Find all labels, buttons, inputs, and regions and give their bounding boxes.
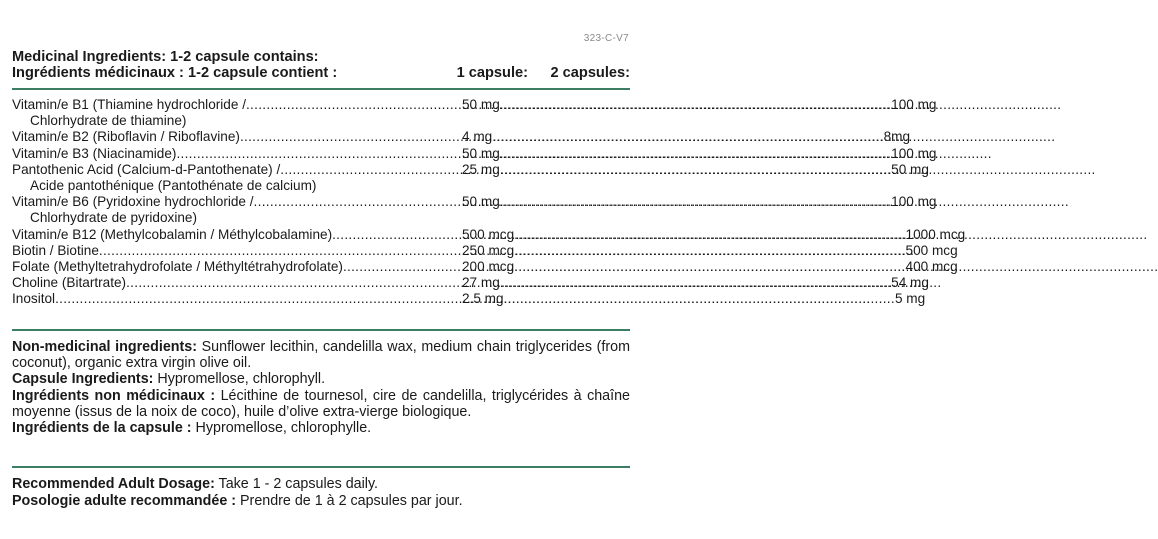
dose-1-capsule: 4 mg: [462, 129, 493, 145]
ingredient-name: Vitamin/e B6 (Pyridoxine hydrochloride /: [12, 194, 254, 210]
column-2-capsules: 2 capsules:: [550, 65, 630, 81]
ingredient-row: [12, 242, 958, 259]
dot-leader: [500, 146, 891, 162]
dose-1-capsule: 27 mg: [462, 275, 500, 291]
ingredient-name: Choline (Bitartrate): [12, 275, 127, 291]
dot-leader: [500, 275, 891, 291]
ingredients-header: [12, 49, 630, 81]
ingredient-row: [12, 226, 966, 243]
dose-2-capsules: 500 mcg: [905, 242, 958, 258]
dosage-fr: Posologie adulte recommandée : Prendre de 1 à 2 capsules par jour.: [12, 493, 463, 509]
dose-2-capsules: 1000 mcg: [905, 226, 966, 242]
non-medicinal-en: Non-medicinal ingredients: Sunflower lecithin, candelilla wax, medium chain triglycerides (from coconut), organic extra virgin olive oil.: [12, 339, 630, 372]
dose-1-capsule: 50 mg: [462, 97, 500, 112]
dose-2-capsules: 100 mg: [891, 97, 937, 112]
dose-1-capsule: 50 mg: [462, 145, 500, 161]
dot-leader: [514, 259, 905, 275]
dose-1-capsule: 500 mcg: [462, 226, 515, 242]
dot-leader: [504, 291, 895, 307]
ingredient-row: [12, 259, 958, 275]
medicinal-ingredients-list: [12, 97, 966, 308]
ingredient-name-continued: Acide pantothénique (Pantothénate de calcium): [30, 178, 317, 194]
dose-2-capsules: 8mg: [883, 129, 911, 145]
ingredient-name: Vitamin/e B3 (Niacinamide): [12, 145, 177, 161]
column-1-capsule: 1 capsule:: [456, 65, 528, 81]
dose-2-capsules: 5 mg: [894, 291, 926, 307]
dosage-section: [12, 476, 630, 510]
non-medicinal-section: [12, 339, 630, 436]
dot-leader: [500, 97, 891, 113]
ingredient-row: [12, 145, 937, 162]
dose-2-capsules: 100 mg: [891, 194, 937, 210]
dose-2-capsules: 400 mcg: [905, 259, 958, 275]
dose-1-capsule: 50 mg: [462, 194, 500, 210]
label-code: 323-C-V7: [583, 33, 629, 44]
ingredient-name: Inositol: [12, 291, 56, 307]
ingredient-row: [12, 275, 929, 291]
ingredient-name-continued: Chlorhydrate de thiamine): [30, 113, 187, 129]
ingredient-name: Pantothenic Acid (Calcium-d-Pantothenate) /: [12, 161, 281, 177]
dose-2-capsules: 50 mg: [891, 161, 929, 177]
ingredient-name: Folate (Methyltetrahydrofolate / Méthyltétrahydrofolate): [12, 259, 343, 275]
dot-leader: [500, 194, 891, 210]
dose-2-capsules: 54 mg: [891, 275, 929, 291]
header-french: Ingrédients médicinaux : 1-2 capsule contient :: [12, 65, 338, 81]
divider-middle: [12, 329, 630, 331]
dose-1-capsule: 250 mcg: [462, 242, 515, 258]
ingredient-name-continued: Chlorhydrate de pyridoxine): [30, 210, 197, 226]
capsule-ingredients-fr: Ingrédients de la capsule : Hypromellose, chlorophylle.: [12, 420, 372, 437]
dot-leader: [514, 227, 905, 243]
dot-leader: [514, 243, 905, 259]
dosage-en: Recommended Adult Dosage: Take 1 - 2 capsules daily.: [12, 476, 379, 492]
ingredient-row: [12, 129, 911, 145]
divider-top: [12, 88, 630, 90]
dose-2-capsules: 100 mg: [891, 145, 937, 161]
header-english: Medicinal Ingredients: 1-2 capsule contains:: [12, 49, 319, 65]
ingredient-row: [12, 291, 926, 307]
ingredient-row: [12, 97, 937, 113]
ingredient-name: Vitamin/e B12 (Methylcobalamin / Méthylcobalamine): [12, 226, 333, 242]
ingredient-name: Vitamin/e B1 (Thiamine hydrochloride /: [12, 97, 246, 112]
dose-1-capsule: 25 mg: [462, 161, 500, 177]
dose-1-capsule: 200 mcg: [462, 259, 515, 275]
dose-1-capsule: 2.5 mg: [462, 291, 504, 307]
ingredient-name: Vitamin/e B2 (Riboflavin / Riboflavine): [12, 129, 240, 145]
dot-leader: [500, 162, 891, 178]
non-medicinal-fr: Ingrédients non médicinaux : Lécithine de tournesol, cire de candelilla, triglycérides à chaîne moyenne (issus de la noix de coco), huile d’olive extra-vierge biologique.: [12, 387, 630, 420]
dot-leader: [492, 129, 883, 145]
ingredient-row: [12, 161, 929, 178]
ingredient-name: Biotin / Biotine: [12, 242, 99, 258]
ingredient-row: [12, 194, 937, 210]
capsule-ingredients-en: Capsule Ingredients: Hypromellose, chlorophyll.: [12, 371, 326, 388]
divider-bottom: [12, 466, 630, 468]
